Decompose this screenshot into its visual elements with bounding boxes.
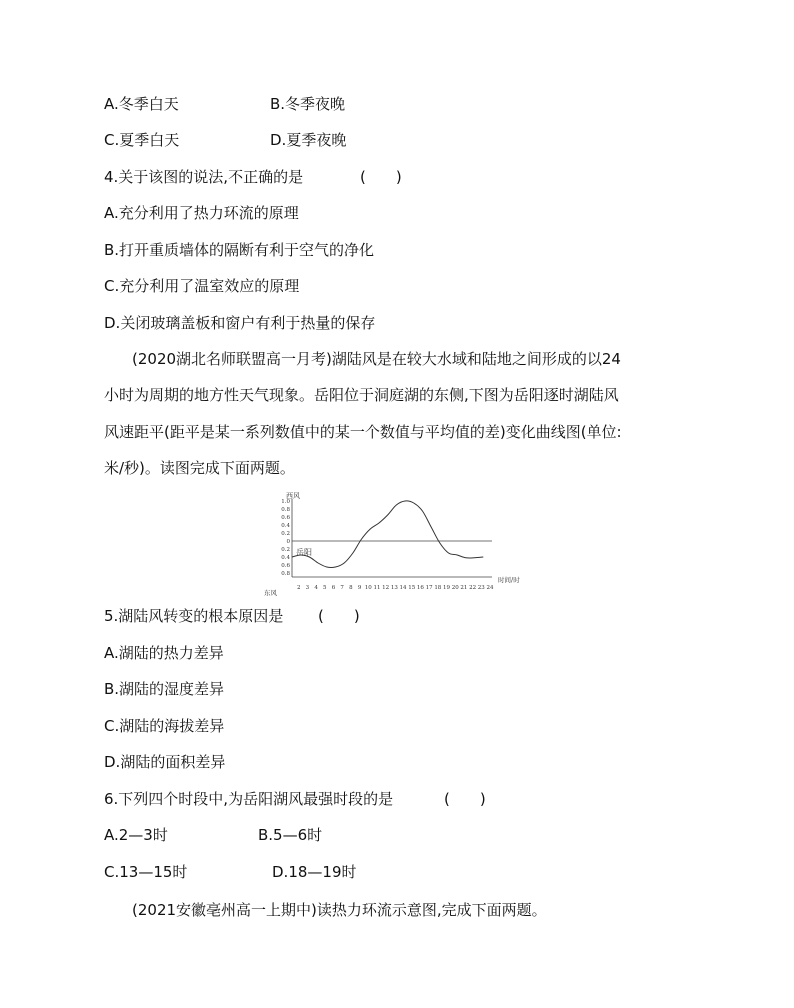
x-tick-label: 18 <box>434 585 442 591</box>
y-tick-label: 0.6 <box>281 563 290 569</box>
q6-paren: ( ) <box>444 790 486 808</box>
q4-option-b: B.打开重质墙体的隔断有利于空气的净化 <box>104 241 375 259</box>
x-tick-label: 12 <box>382 585 390 591</box>
y-tick-label: 0 <box>286 539 290 545</box>
q5-paren: ( ) <box>318 607 360 625</box>
passage2-text: (2021安徽亳州高一上期中)读热力环流示意图,完成下面两题。 <box>132 901 547 919</box>
x-tick-label: 16 <box>416 585 424 591</box>
q5-stem: 5.湖陆风转变的根本原因是 <box>104 607 284 625</box>
y-tick-label: 0.2 <box>281 547 290 553</box>
q6-stem: 6.下列四个时段中,为岳阳湖风最强时段的是 <box>104 790 394 808</box>
q5-option-c: C.湖陆的海拔差异 <box>104 717 225 735</box>
x-tick-label: 14 <box>399 585 407 591</box>
y-tick-label: 0.8 <box>281 507 290 513</box>
passage1-line-4: 米/秒)。读图完成下面两题。 <box>104 459 295 477</box>
x-tick-label: 2 <box>296 585 301 591</box>
q4-option-a: A.充分利用了热力环流的原理 <box>104 204 299 222</box>
x-tick-label: 15 <box>408 585 416 591</box>
x-tick-label: 19 <box>443 585 451 591</box>
passage1-line-1: (2020湖北名师联盟高一月考)湖陆风是在较大水域和陆地之间形成的以24 <box>132 350 621 368</box>
q3-option-d: D.夏季夜晚 <box>270 131 347 149</box>
q3-option-c: C.夏季白天 <box>104 131 180 149</box>
x-tick-label: 3 <box>305 585 310 591</box>
y-tick-label: 0.6 <box>281 515 290 521</box>
series-line <box>292 501 483 568</box>
chart-x-label: 时间/时 <box>498 576 520 584</box>
x-tick-label: 11 <box>373 585 381 591</box>
x-tick-label: 8 <box>349 585 353 591</box>
chart-station-label: 岳阳 <box>296 548 312 557</box>
x-tick-label: 17 <box>425 585 433 591</box>
q4-option-c: C.充分利用了温室效应的原理 <box>104 277 300 295</box>
chart-bottom-label: 东风 <box>264 589 277 597</box>
q3-option-b: B.冬季夜晚 <box>270 95 346 113</box>
q4-option-d: D.关闭玻璃盖板和窗户有利于热量的保存 <box>104 314 376 332</box>
q6-option-b: B.5—6时 <box>258 826 323 844</box>
x-tick-label: 24 <box>486 585 494 591</box>
q4-paren: ( ) <box>360 168 402 186</box>
x-tick-label: 9 <box>357 585 362 591</box>
x-tick-label: 22 <box>469 585 477 591</box>
x-tick-label: 6 <box>331 585 336 591</box>
y-tick-label: 0.2 <box>281 531 290 537</box>
y-tick-label: 1.0 <box>281 499 290 505</box>
q5-option-a: A.湖陆的热力差异 <box>104 644 224 662</box>
q3-option-a: A.冬季白天 <box>104 95 179 113</box>
x-tick-label: 21 <box>460 585 468 591</box>
q6-option-c: C.13—15时 <box>104 863 188 881</box>
q5-option-d: D.湖陆的面积差异 <box>104 753 226 771</box>
x-tick-label: 20 <box>451 585 459 591</box>
y-tick-label: 0.4 <box>281 555 290 561</box>
q5-option-b: B.湖陆的湿度差异 <box>104 680 225 698</box>
passage1-line-3: 风速距平(距平是某一系列数值中的某一个数值与平均值的差)变化曲线图(单位: <box>104 423 622 441</box>
x-tick-label: 13 <box>390 585 398 591</box>
chart-top-label: 西风 <box>286 492 300 500</box>
x-tick-label: 5 <box>323 585 327 591</box>
q4-stem: 4.关于该图的说法,不正确的是 <box>104 168 304 186</box>
x-tick-label: 23 <box>477 585 485 591</box>
q6-option-d: D.18—19时 <box>272 863 357 881</box>
passage1-line-2: 小时为周期的地方性天气现象。岳阳位于洞庭湖的东侧,下图为岳阳逐时湖陆风 <box>104 386 619 404</box>
y-tick-label: 0.8 <box>281 571 290 577</box>
x-tick-label: 4 <box>314 585 318 591</box>
wind-anomaly-chart <box>262 490 532 600</box>
x-tick-label: 10 <box>364 585 372 591</box>
x-tick-label: 7 <box>340 585 344 591</box>
y-tick-label: 0.4 <box>281 523 290 529</box>
q6-option-a: A.2—3时 <box>104 826 168 844</box>
